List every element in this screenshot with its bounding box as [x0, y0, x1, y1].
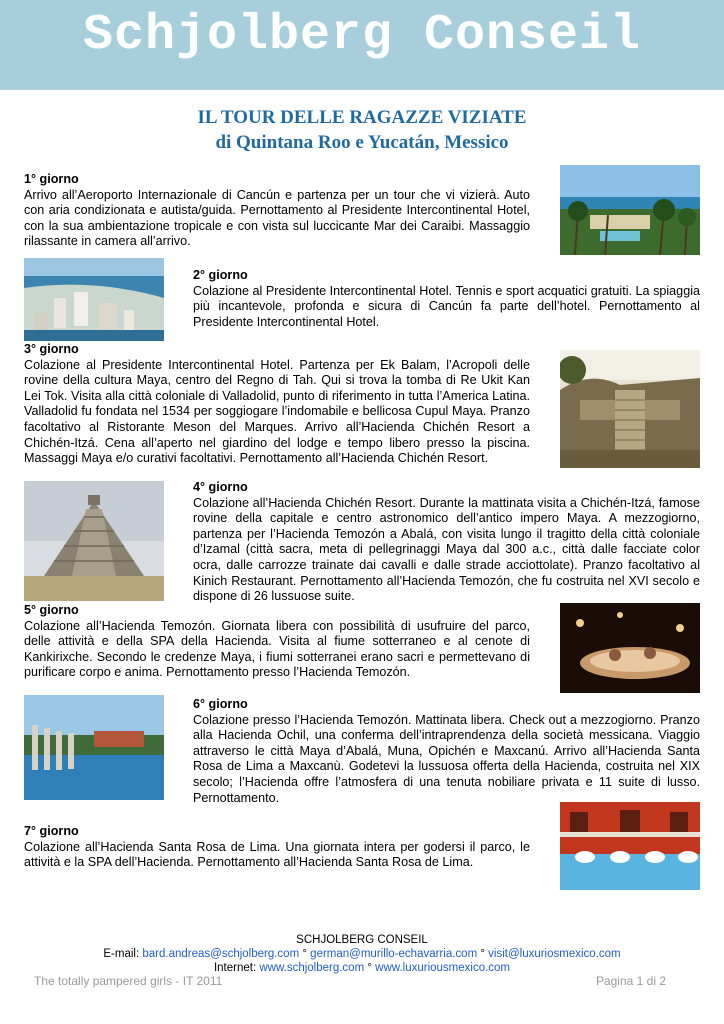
doc-title-line2: di Quintana Roo e Yucatán, Messico: [215, 132, 509, 153]
website-link-2[interactable]: www.luxuriousmexico.com: [375, 962, 511, 974]
chichen-itza-pyramid-photo: [24, 481, 164, 601]
day-5-text: Colazione all’Hacienda Temozón. Giornata libera con possibilità di usufruire del parco, delle attività e della SPA della Hacienda. Visita al fiume sotterraneo e al cenote di Kankirixche. Secondo le credenze Maya, i fiumi sotterranei erano sacri e permettevano di purificare corpo e anima. Pernottamento presso l’Hacienda Temozón.: [24, 618, 530, 680]
day-3-text: Colazione al Presidente Intercontinental Hotel. Partenza per Ek Balam, l’Acropoli delle rovine della cultura Maya, centro del Regno di Tah. Qui si trova la tomba di Re Ukit Kan Lei Tok. Visita alla città coloniale di Valladolid, punto di riferimento in tutta l’America Latina. Valladolid fu fondata nel 1534 per soggiogare l’indomabile e bellicosa Cupul Maya. Pranzo facoltativo al Ristorante Meson del Marques. Arrivo all’Hacienda Chichén Resort a Chichén-Itzá. Cena all’aperto nel giardino del lodge e tempo libero presso la piscina. Massaggi Maya e/o curativi facoltativi. Pernottamento all’Hacienda Chichén Resort.: [24, 357, 530, 466]
day-3-section: [24, 342, 530, 467]
cancun-hotel-zone-photo: [24, 258, 164, 341]
day-4-section: [193, 480, 700, 605]
day-4-label: 4° giorno: [193, 480, 248, 494]
day-6-text: Colazione presso l’Hacienda Temozón. Mattinata libera. Check out a mezzogiorno. Pranzo alla Hacienda Ochil, una conferma dell’intraprendenza della società messicana. Viaggio attraverso le città Maya d’Abalá, Muna, Opichén e Maxcanú. Arrivo all’Hacienda Santa Rosa de Lima a Maxcanù. Godetevi la lussuosa offerta della Hacienda, costruita nel XIX secolo; l’Hacienda offre l’atmosfera di una tenuta nobiliare privata e 11 suite di lusso. Pernottamento.: [193, 712, 700, 805]
day-2-label: 2° giorno: [193, 268, 248, 282]
day-1-text: Arrivo all’Aeroporto Internazionale di Cancún e partenza per un tour che vi vizierà. Auto con aria condizionata e autista/guida. Pernottamento al Presidente Intercontinental Hotel, con la sua ambientazione tropicale e con vista sul luccicante Mar dei Caraibi. Massaggio rilassante in camera all’arrivo.: [24, 187, 530, 249]
day-1-label: 1° giorno: [24, 172, 79, 186]
day-6-section: [193, 697, 700, 806]
day-7-text: Colazione all’Hacienda Santa Rosa de Lima. Una giornata intera per godersi il parco, le attività e la SPA dell’Hacienda. Pernottamento all’Hacienda Santa Rosa de Lima.: [24, 839, 530, 870]
header-banner: [0, 0, 724, 90]
day-5-label: 5° giorno: [24, 603, 79, 617]
ek-balam-ruins-photo: [560, 350, 700, 468]
site-separator: °: [364, 962, 376, 974]
internet-label: Internet:: [213, 962, 260, 974]
spa-pool-night-photo: [560, 603, 700, 693]
email-link-2[interactable]: german@murillo-echavarria.com: [310, 948, 478, 960]
email-separator-1: °: [299, 948, 311, 960]
footer-doc-name: The totally pampered girls - IT 2011: [34, 974, 223, 988]
email-link-1[interactable]: bard.andreas@schjolberg.com: [142, 948, 300, 960]
footer-emails: [0, 947, 724, 961]
footer-page-number: Pagina 1 di 2: [595, 974, 666, 988]
footer-company: SCHJOLBERG CONSEIL: [296, 934, 428, 946]
email-separator-2: °: [477, 948, 489, 960]
beach-palms-photo: [560, 165, 700, 255]
day-5-section: [24, 603, 530, 681]
banner-title: Schjolberg Conseil: [82, 7, 642, 64]
email-label: E-mail:: [103, 948, 143, 960]
day-1-section: [24, 172, 530, 250]
footer-internet: [0, 961, 724, 975]
day-6-label: 6° giorno: [193, 697, 248, 711]
hacienda-red-facade-pool-photo: [560, 802, 700, 890]
hacienda-pool-columns-photo: [24, 695, 164, 800]
day-2-text: Colazione al Presidente Intercontinental Hotel. Tennis e sport acquatici gratuiti. La spiaggia più incantevole, profonda e sicura di Cancún fa parte dell’hotel. Pernottamento al Presidente Intercontinental Hotel.: [193, 283, 700, 329]
doc-title-line1: IL TOUR DELLE RAGAZZE VIZIATE: [197, 107, 527, 128]
email-link-3[interactable]: visit@luxuriosmexico.com: [488, 948, 621, 960]
day-2-section: [193, 268, 700, 330]
day-3-label: 3° giorno: [24, 342, 79, 356]
day-4-text: Colazione all’Hacienda Chichén Resort. Durante la mattinata visita a Chichén-Itzá, famose rovine della capitale e centro astronomico dell’antico impero Maya. A mezzogiorno, partenza per l’Hacienda Temozón a Abalá, con visita lungo il tragitto della città coloniale d’Izamal (città sacra, meta di pellegrinaggi Maya dal 300 a.c., città dalle facciate color ocra, dalle carrozze trainate dai cavalli e dalle strade acciottolate). Pranzo facoltativo al Kinich Restaurant. Pernottamento all’Hacienda Temozón, che fu costruita nel XVI secolo e dispone di 26 lussuose suite.: [193, 495, 700, 604]
day-7-label: 7° giorno: [24, 824, 79, 838]
day-7-section: [24, 824, 530, 871]
website-link-1[interactable]: www.schjolberg.com: [259, 962, 365, 974]
